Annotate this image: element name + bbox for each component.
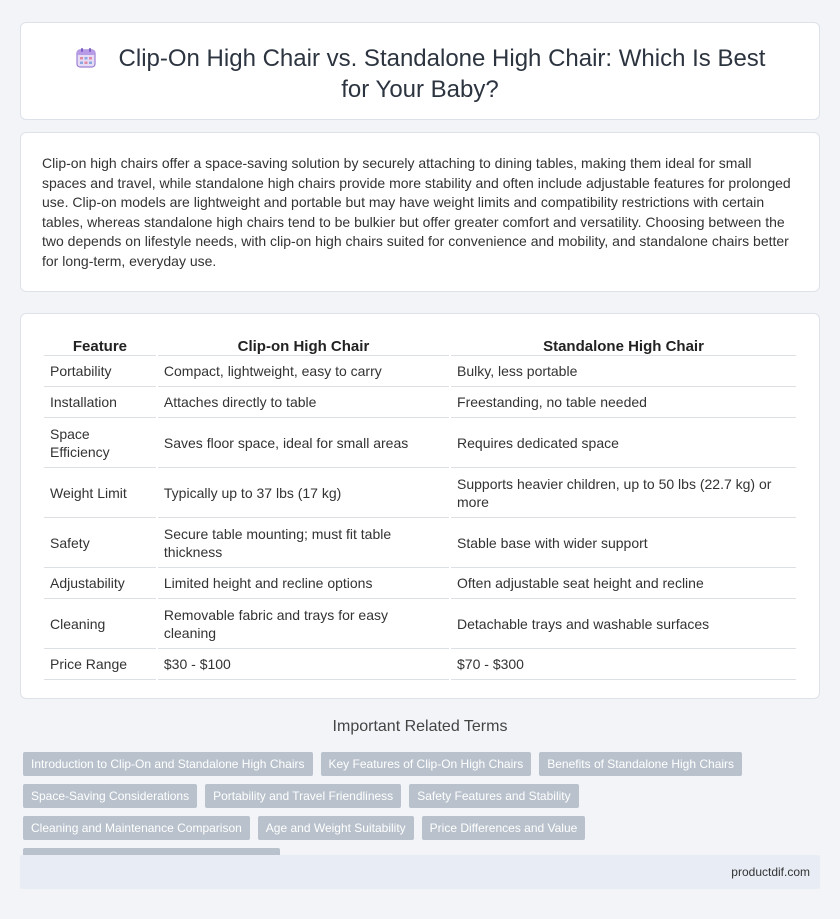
related-term-tag[interactable]: Safety Features and Stability	[409, 784, 578, 808]
cell-feature: Cleaning	[44, 599, 156, 649]
cell-standalone: Freestanding, no table needed	[451, 387, 796, 418]
cell-clip-on: $30 - $100	[158, 649, 449, 680]
cell-standalone: Often adjustable seat height and recline	[451, 568, 796, 599]
related-term-tag[interactable]: Introduction to Clip-On and Standalone High Chairs	[23, 752, 313, 776]
cell-clip-on: Removable fabric and trays for easy cleaning	[158, 599, 449, 649]
header-clip-on: Clip-on High Chair	[158, 334, 449, 356]
page-title-text: Clip-On High Chair vs. Standalone High Chair: Which Is Best for Your Baby?	[118, 45, 766, 103]
header-standalone: Standalone High Chair	[451, 334, 796, 356]
cell-clip-on: Secure table mounting; must fit table thickness	[158, 518, 449, 568]
cell-feature: Installation	[44, 387, 156, 418]
cell-feature: Portability	[44, 356, 156, 387]
intro-card	[20, 132, 820, 292]
comparison-table	[42, 334, 798, 680]
cell-feature: Weight Limit	[44, 468, 156, 518]
cell-standalone: $70 - $300	[451, 649, 796, 680]
cell-clip-on: Typically up to 37 lbs (17 kg)	[158, 468, 449, 518]
footer	[20, 855, 820, 889]
related-term-tag[interactable]: Price Differences and Value	[422, 816, 586, 840]
intro-paragraph: Clip-on high chairs offer a space-saving solution by securely attaching to dining tables, making them ideal for small spaces and travel, while standalone high chairs provide more stability and often include adjustable features for prolonged use. Clip-on models are lightweight and portable but may have weight limits and compatibility restrictions with certain tables, whereas standalone high chairs tend to be bulkier but offer greater comfort and versatility. Choosing between the two depends on lifestyle needs, with clip-on high chairs suited for convenience and mobility, and standalone chairs better for long-term, everyday use.	[42, 155, 791, 269]
cell-feature: Safety	[44, 518, 156, 568]
calendar-icon	[75, 47, 97, 69]
table-row	[44, 518, 796, 568]
cell-feature: Space Efficiency	[44, 418, 156, 468]
table-row	[44, 649, 796, 680]
cell-standalone: Bulky, less portable	[451, 356, 796, 387]
cell-clip-on: Compact, lightweight, easy to carry	[158, 356, 449, 387]
related-term-tag[interactable]: Key Features of Clip-On High Chairs	[321, 752, 532, 776]
cell-feature: Price Range	[44, 649, 156, 680]
cell-standalone: Stable base with wider support	[451, 518, 796, 568]
cell-clip-on: Attaches directly to table	[158, 387, 449, 418]
table-header-row	[44, 334, 796, 356]
table-row	[44, 568, 796, 599]
table-row	[44, 468, 796, 518]
page-title	[61, 43, 779, 105]
related-terms-title: Important Related Terms	[332, 718, 508, 735]
cell-feature: Adjustability	[44, 568, 156, 599]
related-term-tag[interactable]: Portability and Travel Friendliness	[205, 784, 401, 808]
table-row	[44, 599, 796, 649]
footer-source[interactable]: productdif.com	[731, 865, 810, 879]
cell-clip-on: Saves floor space, ideal for small areas	[158, 418, 449, 468]
related-term-tag[interactable]: Space-Saving Considerations	[23, 784, 197, 808]
related-term-tag[interactable]: Age and Weight Suitability	[258, 816, 414, 840]
table-row	[44, 387, 796, 418]
comparison-card	[20, 313, 820, 699]
table-row	[44, 356, 796, 387]
related-terms-list	[23, 752, 803, 872]
related-term-tag[interactable]: Cleaning and Maintenance Comparison	[23, 816, 250, 840]
cell-standalone: Supports heavier children, up to 50 lbs (22.7 kg) or more	[451, 468, 796, 518]
cell-standalone: Detachable trays and washable surfaces	[451, 599, 796, 649]
table-row	[44, 418, 796, 468]
title-card	[20, 22, 820, 120]
cell-clip-on: Limited height and recline options	[158, 568, 449, 599]
cell-standalone: Requires dedicated space	[451, 418, 796, 468]
related-term-tag[interactable]: Benefits of Standalone High Chairs	[539, 752, 742, 776]
header-feature: Feature	[44, 334, 156, 356]
